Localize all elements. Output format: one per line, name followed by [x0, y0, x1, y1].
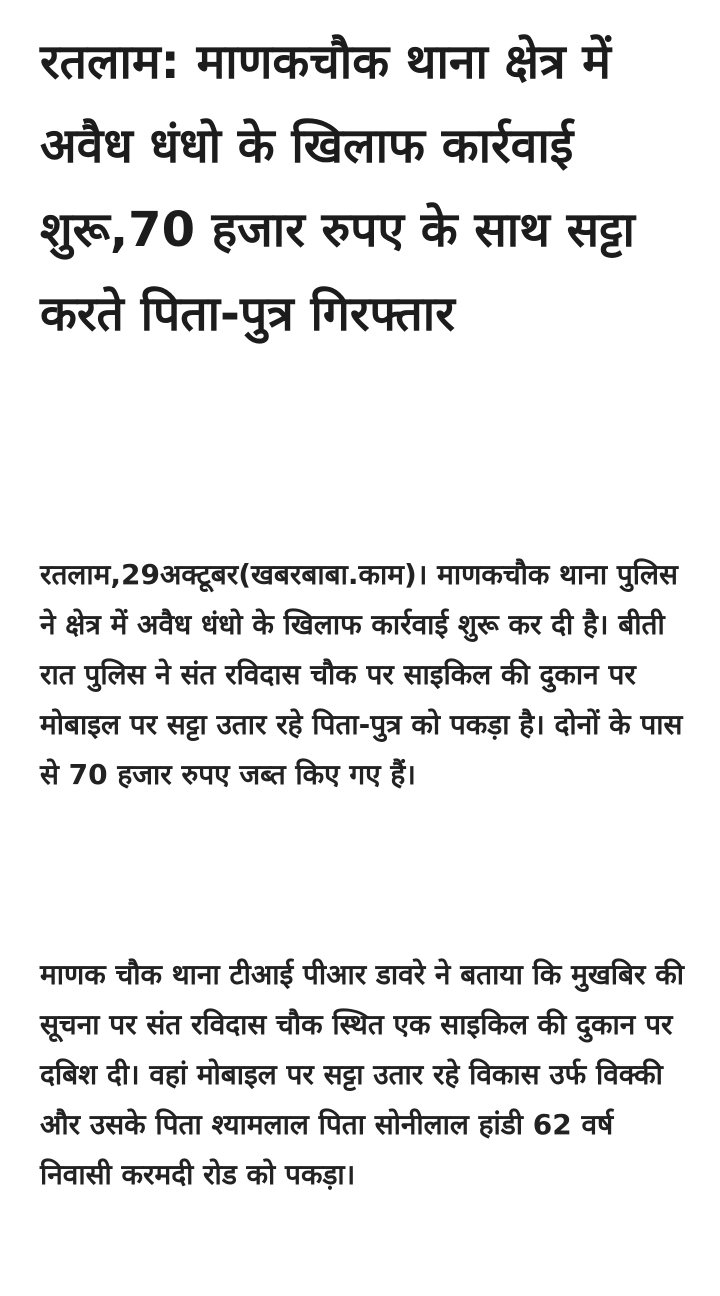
- article-headline: रतलाम: माणकचौक थाना क्षेत्र में अवैध धंधो के खिलाफ कार्रवाई शुरू,70 हजार रुपए के साथ सट्टा करते पिता-पुत्र गिरफ्तार: [40, 34, 635, 342]
- article-paragraph-2: माणक चौक थाना टीआई पीआर डावरे ने बताया कि मुखबिर की सूचना पर संत रविदास चौक स्थित एक साइकिल की दुकान पर दबिश दी। वहां मोबाइल पर सट्टा उतार रहे विकास उर्फ विक्की और उसके पिता श्यामलाल पिता सोनीलाल हांडी 62 वर्ष निवासी करमदी रोड को पकड़ा।: [40, 958, 684, 1191]
- news-article: [40, 20, 690, 1191]
- article-paragraph-1: रतलाम,29अक्टूबर(खबरबाबा.काम)। माणकचौक थाना पुलिस ने क्षेत्र में अवैध धंधो के खिलाफ कार्रवाई शुरू कर दी है। बीती रात पुलिस ने संत रविदास चौक पर साइकिल की दुकान पर मोबाइल पर सट्टा उतार रहे पिता-पुत्र को पकड़ा है। दोनों के पास से 70 हजार रुपए जब्त किए गए हैं।: [40, 558, 683, 791]
